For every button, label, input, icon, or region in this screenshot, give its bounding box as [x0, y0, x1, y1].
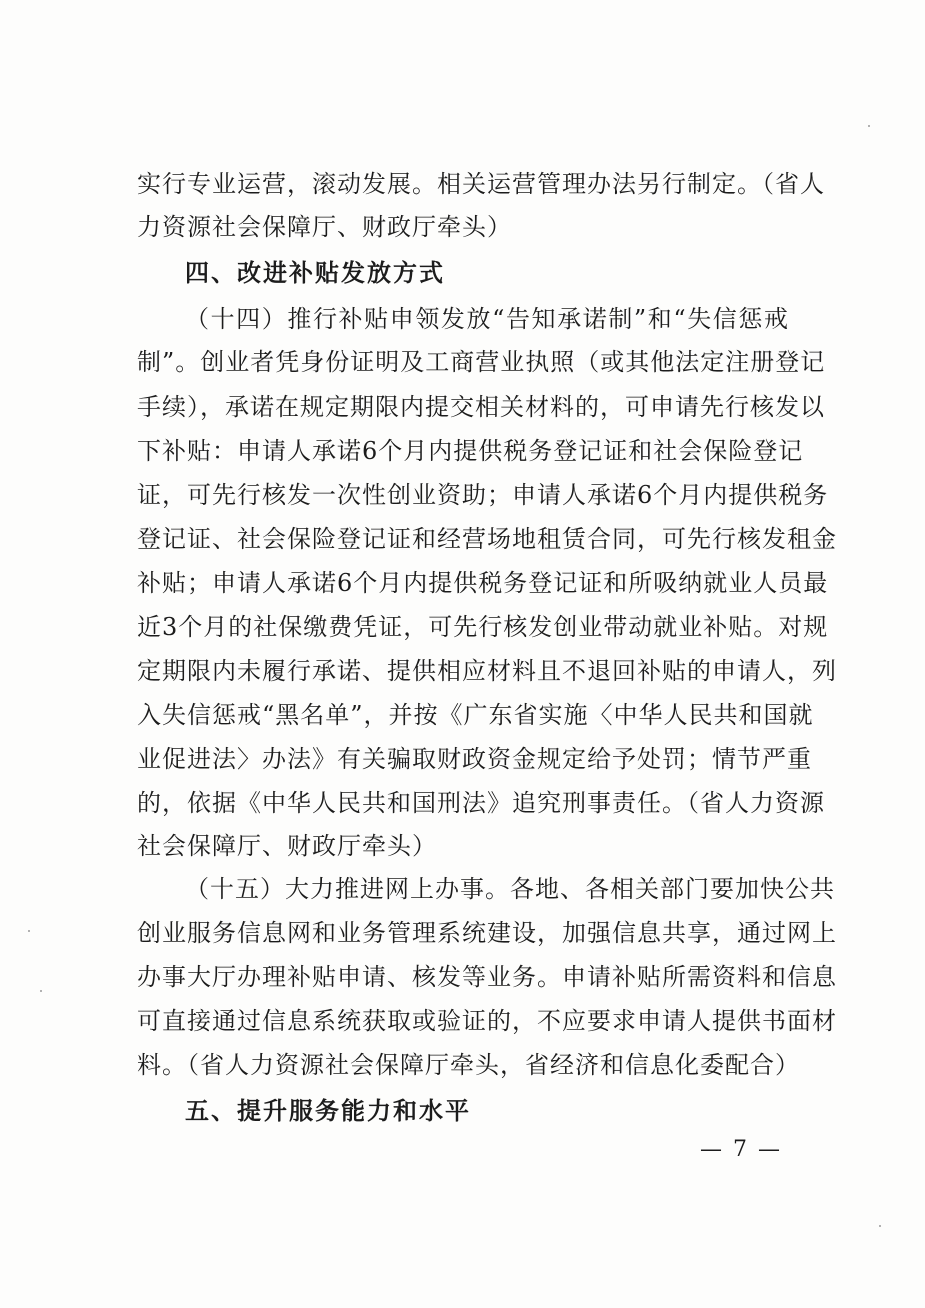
text-line: 下补贴：申请人承诺6个月内提供税务登记证和社会保险登记 — [137, 437, 804, 465]
paragraph-first-line: （十五）大力推进网上办事。各地、各相关部门要加快公共 — [185, 875, 835, 903]
text-line: 登记证、社会保险登记证和经营场地租赁合同，可先行核发租金 — [137, 525, 837, 553]
text-line: 可直接通过信息系统获取或验证的，不应要求申请人提供书面材 — [137, 1007, 837, 1035]
text-line: 实行专业运营，滚动发展。相关运营管理办法另行制定。（省人 — [137, 170, 825, 198]
text-line: 社会保障厅、财政厅牵头） — [137, 832, 437, 860]
text-line: 创业服务信息网和业务管理系统建设，加强信息共享，通过网上 — [137, 919, 837, 947]
text-line: 入失信惩戒“黑名单”，并按《广东省实施〈中华人民共和国就 — [137, 701, 814, 729]
scan-speck — [868, 125, 870, 127]
paragraph-first-line: （十四）推行补贴申领发放“告知承诺制”和“失信惩戒 — [185, 305, 789, 333]
scan-speck — [879, 1225, 881, 1227]
text-line: 证，可先行核发一次性创业资助；申请人承诺6个月内提供税务 — [137, 481, 829, 509]
page-number: — 7 — — [700, 1137, 782, 1162]
text-line: 业促进法〉办法》有关骗取财政资金规定给予处罚；情节严重 — [137, 745, 812, 773]
text-line: 料。（省人力资源社会保障厅牵头，省经济和信息化委配合） — [137, 1051, 800, 1079]
scan-speck — [28, 930, 30, 932]
text-line: 近3个月的社保缴费凭证，可先行核发创业带动就业补贴。对规 — [137, 613, 829, 641]
section-heading: 五、提升服务能力和水平 — [185, 1097, 471, 1125]
text-line: 的，依据《中华人民共和国刑法》追究刑事责任。（省人力资源 — [137, 789, 825, 817]
text-line: 力资源社会保障厅、财政厅牵头） — [137, 213, 512, 241]
text-line: 补贴；申请人承诺6个月内提供税务登记证和所吸纳就业人员最 — [137, 569, 829, 597]
scan-speck — [40, 990, 42, 992]
section-heading: 四、改进补贴发放方式 — [185, 259, 445, 287]
text-line: 制”。创业者凭身份证明及工商营业执照（或其他法定注册登记 — [137, 348, 826, 376]
text-line: 手续），承诺在规定期限内提交相关材料的，可申请先行核发以 — [137, 393, 825, 421]
text-line: 定期限内未履行承诺、提供相应材料且不退回补贴的申请人，列 — [137, 657, 837, 685]
text-line: 办事大厅办理补贴申请、核发等业务。申请补贴所需资料和信息 — [137, 963, 837, 991]
